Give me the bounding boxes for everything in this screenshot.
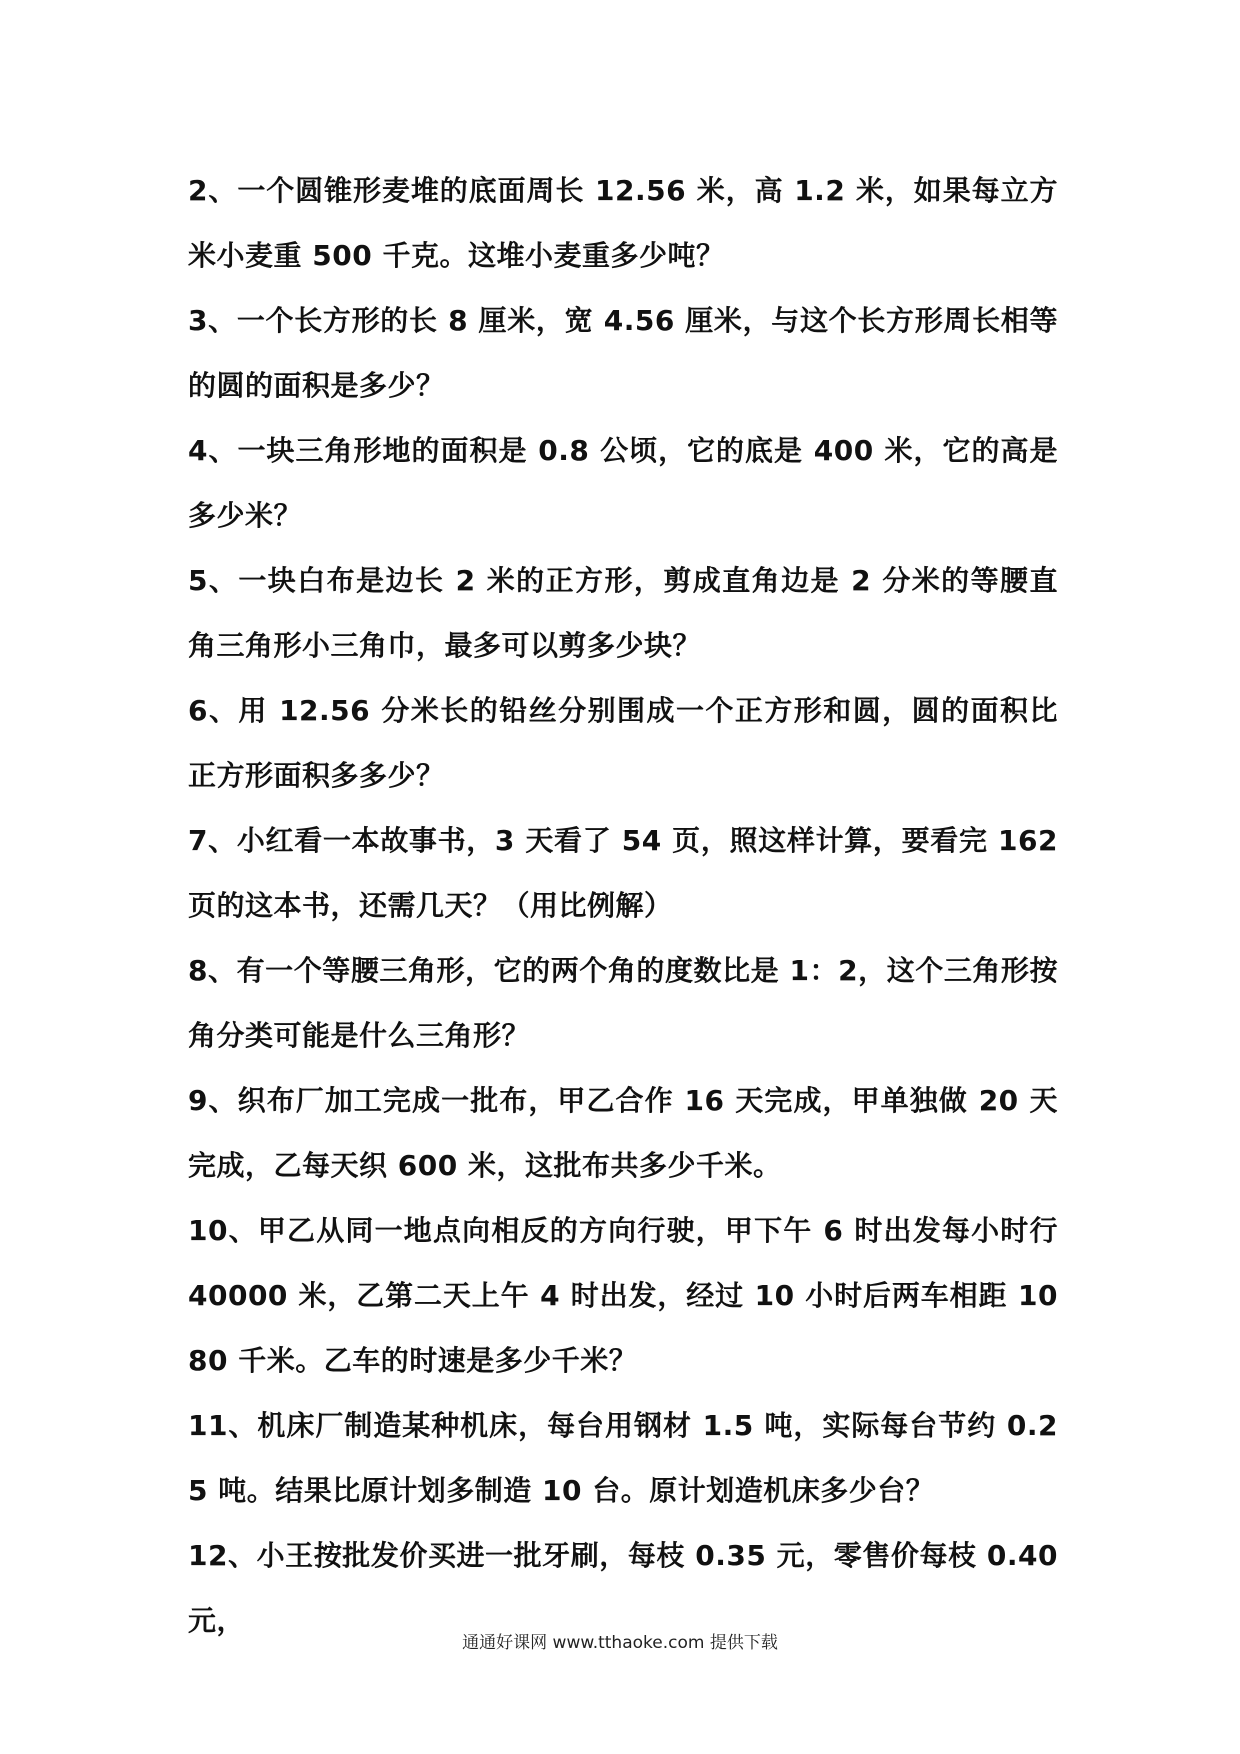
problem-5: 5、一块白布是边长 2 米的正方形，剪成直角边是 2 分米的等腰直角三角形小三角巾，最多可以剪多少块？ <box>188 564 1058 662</box>
problem-list <box>188 158 1058 1653</box>
problem-11: 11、机床厂制造某种机床，每台用钢材 1.5 吨，实际每台节约 0.25 吨。结果比原计划多制造 10 台。原计划造机床多少台？ <box>188 1409 1058 1507</box>
problem-9: 9、织布厂加工完成一批布，甲乙合作 16 天完成，甲单独做 20 天完成，乙每天织 600 米，这批布共多少千米。 <box>188 1084 1058 1182</box>
problem-3: 3、一个长方形的长 8 厘米，宽 4.56 厘米，与这个长方形周长相等的圆的面积是多少？ <box>188 304 1058 402</box>
problem-8: 8、有一个等腰三角形，它的两个角的度数比是 1：2，这个三角形按角分类可能是什么三角形？ <box>188 954 1058 1052</box>
page-footer: 通通好课网 www.tthaoke.com 提供下载 <box>462 1633 778 1653</box>
problem-6: 6、用 12.56 分米长的铅丝分别围成一个正方形和圆，圆的面积比正方形面积多多少？ <box>188 694 1058 792</box>
problem-10: 10、甲乙从同一地点向相反的方向行驶，甲下午 6 时出发每小时行 40000 米，乙第二天上午 4 时出发，经过 10 小时后两车相距 1080 千米。乙车的时速是多少千米？ <box>188 1214 1058 1377</box>
problem-2: 2、一个圆锥形麦堆的底面周长 12.56 米，高 1.2 米，如果每立方米小麦重 500 千克。这堆小麦重多少吨？ <box>188 174 1058 272</box>
problem-7: 7、小红看一本故事书，3 天看了 54 页，照这样计算，要看完 162 页的这本书，还需几天？（用比例解） <box>188 824 1058 922</box>
problem-4: 4、一块三角形地的面积是 0.8 公顷，它的底是 400 米，它的高是多少米？ <box>188 434 1058 532</box>
problem-12: 12、小王按批发价买进一批牙刷，每枝 0.35 元，零售价每枝 0.40 元， <box>188 1539 1058 1637</box>
